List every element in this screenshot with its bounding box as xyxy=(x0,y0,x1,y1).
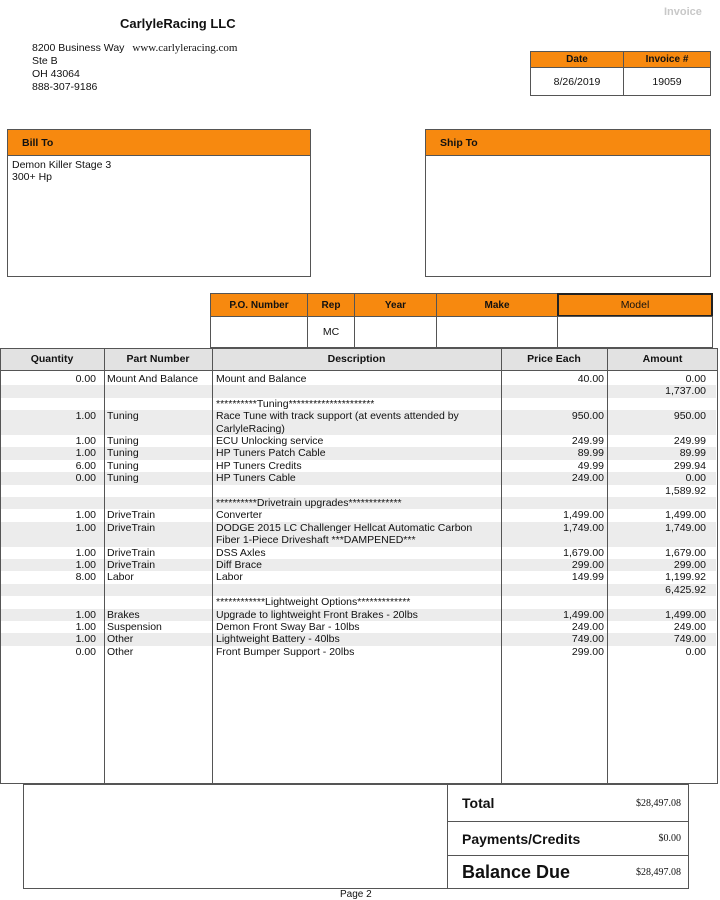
company-address xyxy=(32,42,237,94)
row-amount: 1,589.92 xyxy=(665,484,706,497)
table-row xyxy=(0,621,716,633)
row-description: DODGE 2015 LC Challenger Hellcat Automatic Carbon xyxy=(216,521,473,534)
model-value xyxy=(557,316,713,348)
col-price-each: Price Each xyxy=(501,348,607,370)
row-price-each: 249.00 xyxy=(571,621,604,633)
row-amount: 1,499.00 xyxy=(665,608,706,621)
address-line-1: 8200 Business Way xyxy=(32,42,125,54)
row-quantity: 1.00 xyxy=(75,559,96,571)
row-description: HP Tuners Credits xyxy=(216,459,302,472)
row-part-number: Tuning xyxy=(107,410,139,423)
make-value xyxy=(436,316,558,348)
row-price-each: 1,679.00 xyxy=(563,546,604,559)
items-table xyxy=(0,348,718,784)
table-row xyxy=(0,596,716,608)
row-part-number: Mount And Balance xyxy=(107,373,199,385)
row-description: **********Drivetrain upgrades************* xyxy=(216,497,402,509)
row-price-each: 149.99 xyxy=(571,571,604,584)
row-price-each: 299.00 xyxy=(571,559,604,571)
row-amount: 6,425.92 xyxy=(665,583,706,596)
row-description: **********Tuning********************* xyxy=(216,397,375,410)
row-amount: 1,737.00 xyxy=(665,385,706,398)
row-amount: 0.00 xyxy=(685,645,706,658)
row-quantity: 0.00 xyxy=(75,645,96,658)
row-part-number: DriveTrain xyxy=(107,559,156,571)
row-price-each: 249.00 xyxy=(571,472,604,485)
bill-to-line-1: Demon Killer Stage 3 xyxy=(12,159,112,171)
table-row xyxy=(0,460,716,472)
row-part-number: DriveTrain xyxy=(107,521,156,534)
invoice-number-header: Invoice # xyxy=(623,51,711,68)
row-part-number: Labor xyxy=(107,571,134,584)
row-price-each: 40.00 xyxy=(577,373,604,385)
row-description: Race Tune with track support (at events attended by xyxy=(216,410,459,423)
company-name: CarlyleRacing LLC xyxy=(120,16,236,31)
row-part-number: Other xyxy=(107,645,134,658)
notes-box xyxy=(23,784,448,889)
row-amount: 299.94 xyxy=(673,459,706,472)
row-amount: 1,749.00 xyxy=(665,521,706,534)
table-row xyxy=(0,485,716,497)
row-description: Mount and Balance xyxy=(216,373,307,385)
row-part-number: Other xyxy=(107,633,134,646)
row-quantity: 1.00 xyxy=(75,435,96,447)
invoice-watermark: Invoice xyxy=(664,6,702,18)
year-value xyxy=(354,316,437,348)
table-row xyxy=(0,398,716,410)
row-description: HP Tuners Patch Cable xyxy=(216,447,326,460)
row-amount: 950.00 xyxy=(673,410,706,423)
table-row xyxy=(0,522,716,547)
row-amount: 749.00 xyxy=(673,633,706,646)
table-row xyxy=(0,497,716,509)
table-row xyxy=(0,584,716,596)
row-quantity: 1.00 xyxy=(75,633,96,646)
row-quantity: 1.00 xyxy=(75,546,96,559)
table-row xyxy=(0,472,716,484)
row-price-each: 299.00 xyxy=(571,645,604,658)
row-amount: 249.99 xyxy=(673,435,706,447)
row-description-cont: CarlyleRacing) xyxy=(216,422,285,435)
table-row xyxy=(0,609,716,621)
row-description: Converter xyxy=(216,509,263,522)
row-description: Demon Front Sway Bar - 10lbs xyxy=(216,621,360,633)
row-description: ************Lightweight Options************* xyxy=(216,596,411,609)
year-header: Year xyxy=(354,293,437,317)
row-amount: 249.00 xyxy=(673,621,706,633)
row-part-number: DriveTrain xyxy=(107,546,156,559)
table-row xyxy=(0,559,716,571)
row-part-number: Tuning xyxy=(107,447,139,460)
row-price-each: 1,749.00 xyxy=(563,521,604,534)
row-amount: 0.00 xyxy=(685,472,706,485)
address-line-3: OH 43064 xyxy=(32,68,80,80)
row-description: Diff Brace xyxy=(216,559,262,571)
table-row xyxy=(0,447,716,459)
row-amount: 0.00 xyxy=(685,373,706,385)
model-header: Model xyxy=(557,293,713,317)
company-phone: 888-307-9186 xyxy=(32,81,98,93)
company-website: www.carlyleracing.com xyxy=(132,42,238,54)
payments-label: Payments/Credits xyxy=(447,821,689,856)
row-price-each: 49.99 xyxy=(577,459,604,472)
col-quantity: Quantity xyxy=(0,348,104,370)
bill-to-title: Bill To xyxy=(7,129,311,156)
col-description: Description xyxy=(212,348,501,370)
row-amount: 89.99 xyxy=(679,447,706,460)
make-header: Make xyxy=(436,293,558,317)
row-part-number: DriveTrain xyxy=(107,509,156,522)
row-quantity: 1.00 xyxy=(75,521,96,534)
table-row xyxy=(0,633,716,645)
row-description: Labor xyxy=(216,571,243,584)
row-quantity: 1.00 xyxy=(75,410,96,423)
row-price-each: 1,499.00 xyxy=(563,608,604,621)
table-row xyxy=(0,410,716,435)
row-amount: 1,199.92 xyxy=(665,571,706,584)
row-quantity: 1.00 xyxy=(75,621,96,633)
row-price-each: 950.00 xyxy=(571,410,604,423)
row-quantity: 6.00 xyxy=(75,459,96,472)
address-line-2: Ste B xyxy=(32,55,58,67)
rep-header: Rep xyxy=(307,293,355,317)
table-row xyxy=(0,435,716,447)
rep-value: MC xyxy=(307,316,355,348)
table-row xyxy=(0,373,716,385)
po-number-header: P.O. Number xyxy=(210,293,308,317)
table-row xyxy=(0,571,716,583)
invoice-date: 8/26/2019 xyxy=(530,67,624,96)
row-amount: 1,499.00 xyxy=(665,509,706,522)
page-number: Page 2 xyxy=(340,889,372,900)
row-quantity: 0.00 xyxy=(75,373,96,385)
date-header: Date xyxy=(530,51,624,68)
row-quantity: 1.00 xyxy=(75,509,96,522)
row-description: Lightweight Battery - 40lbs xyxy=(216,633,340,646)
row-part-number: Tuning xyxy=(107,459,139,472)
balance-due-value: $28,497.08 xyxy=(636,866,681,878)
total-value: $28,497.08 xyxy=(636,797,681,809)
row-description: Upgrade to lightweight Front Brakes - 20lbs xyxy=(216,608,418,621)
table-row xyxy=(0,646,716,658)
row-description: DSS Axles xyxy=(216,546,266,559)
row-price-each: 89.99 xyxy=(577,447,604,460)
table-row xyxy=(0,547,716,559)
bill-to-box xyxy=(7,155,311,277)
bill-to-line-2: 300+ Hp xyxy=(12,171,52,183)
ship-to-title: Ship To xyxy=(425,129,711,156)
po-number-value xyxy=(210,316,308,348)
col-part-number: Part Number xyxy=(104,348,212,370)
row-part-number: Tuning xyxy=(107,435,139,447)
table-row xyxy=(0,385,716,397)
row-part-number: Brakes xyxy=(107,608,140,621)
row-part-number: Tuning xyxy=(107,472,139,485)
row-part-number: Suspension xyxy=(107,621,162,633)
table-row xyxy=(0,509,716,521)
row-description: Front Bumper Support - 20lbs xyxy=(216,645,355,658)
row-quantity: 8.00 xyxy=(75,571,96,584)
row-quantity: 1.00 xyxy=(75,608,96,621)
invoice-number: 19059 xyxy=(623,67,711,96)
row-description: HP Tuners Cable xyxy=(216,472,296,485)
row-amount: 299.00 xyxy=(673,559,706,571)
row-quantity: 1.00 xyxy=(75,447,96,460)
balance-due-label: Balance Due xyxy=(447,855,689,889)
ship-to-box xyxy=(425,155,711,277)
row-description: ECU Unlocking service xyxy=(216,435,324,447)
payments-value: $0.00 xyxy=(658,833,681,844)
row-price-each: 749.00 xyxy=(571,633,604,646)
row-price-each: 1,499.00 xyxy=(563,509,604,522)
row-amount: 1,679.00 xyxy=(665,546,706,559)
row-quantity: 0.00 xyxy=(75,472,96,485)
col-amount: Amount xyxy=(607,348,718,370)
row-price-each: 249.99 xyxy=(571,435,604,447)
total-label: Total xyxy=(447,784,689,822)
row-description-cont: Fiber 1-Piece Driveshaft ***DAMPENED*** xyxy=(216,534,416,547)
